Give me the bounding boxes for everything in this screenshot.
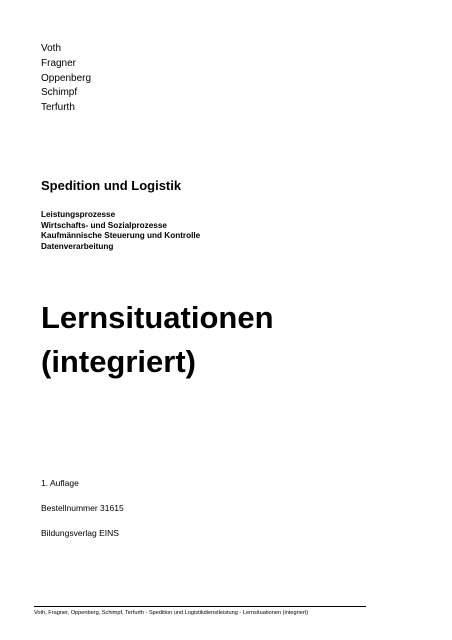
author-list xyxy=(41,42,91,116)
page-footer: Voth, Fragner, Oppenberg, Schimpf, Terfurth - Spedition und Logistikdienstleistung - Lernsituationen (integriert) xyxy=(34,610,309,616)
topic-item: Wirtschafts- und Sozialprozesse xyxy=(41,220,167,230)
topic-item: Datenverarbeitung xyxy=(41,241,114,251)
topic-list xyxy=(41,210,200,252)
author-name: Terfurth xyxy=(41,102,75,114)
main-title xyxy=(41,296,274,384)
author-name: Voth xyxy=(41,43,62,54)
author-name: Fragner xyxy=(41,57,77,69)
main-title-line: Lernsituationen xyxy=(41,300,274,335)
footer-divider xyxy=(34,606,366,607)
author-name: Oppenberg xyxy=(41,72,92,84)
author-name: Schimpf xyxy=(41,87,78,99)
book-title: Spedition und Logistik xyxy=(41,178,182,193)
order-number: Bestellnummer 31615 xyxy=(41,503,124,513)
edition-label: 1. Auflage xyxy=(41,478,79,488)
main-title-line: (integriert) xyxy=(41,344,196,379)
topic-item: Leistungsprozesse xyxy=(41,210,116,219)
publisher-name: Bildungsverlag EINS xyxy=(41,528,119,538)
topic-item: Kaufmännische Steuerung und Kontrolle xyxy=(41,231,201,241)
